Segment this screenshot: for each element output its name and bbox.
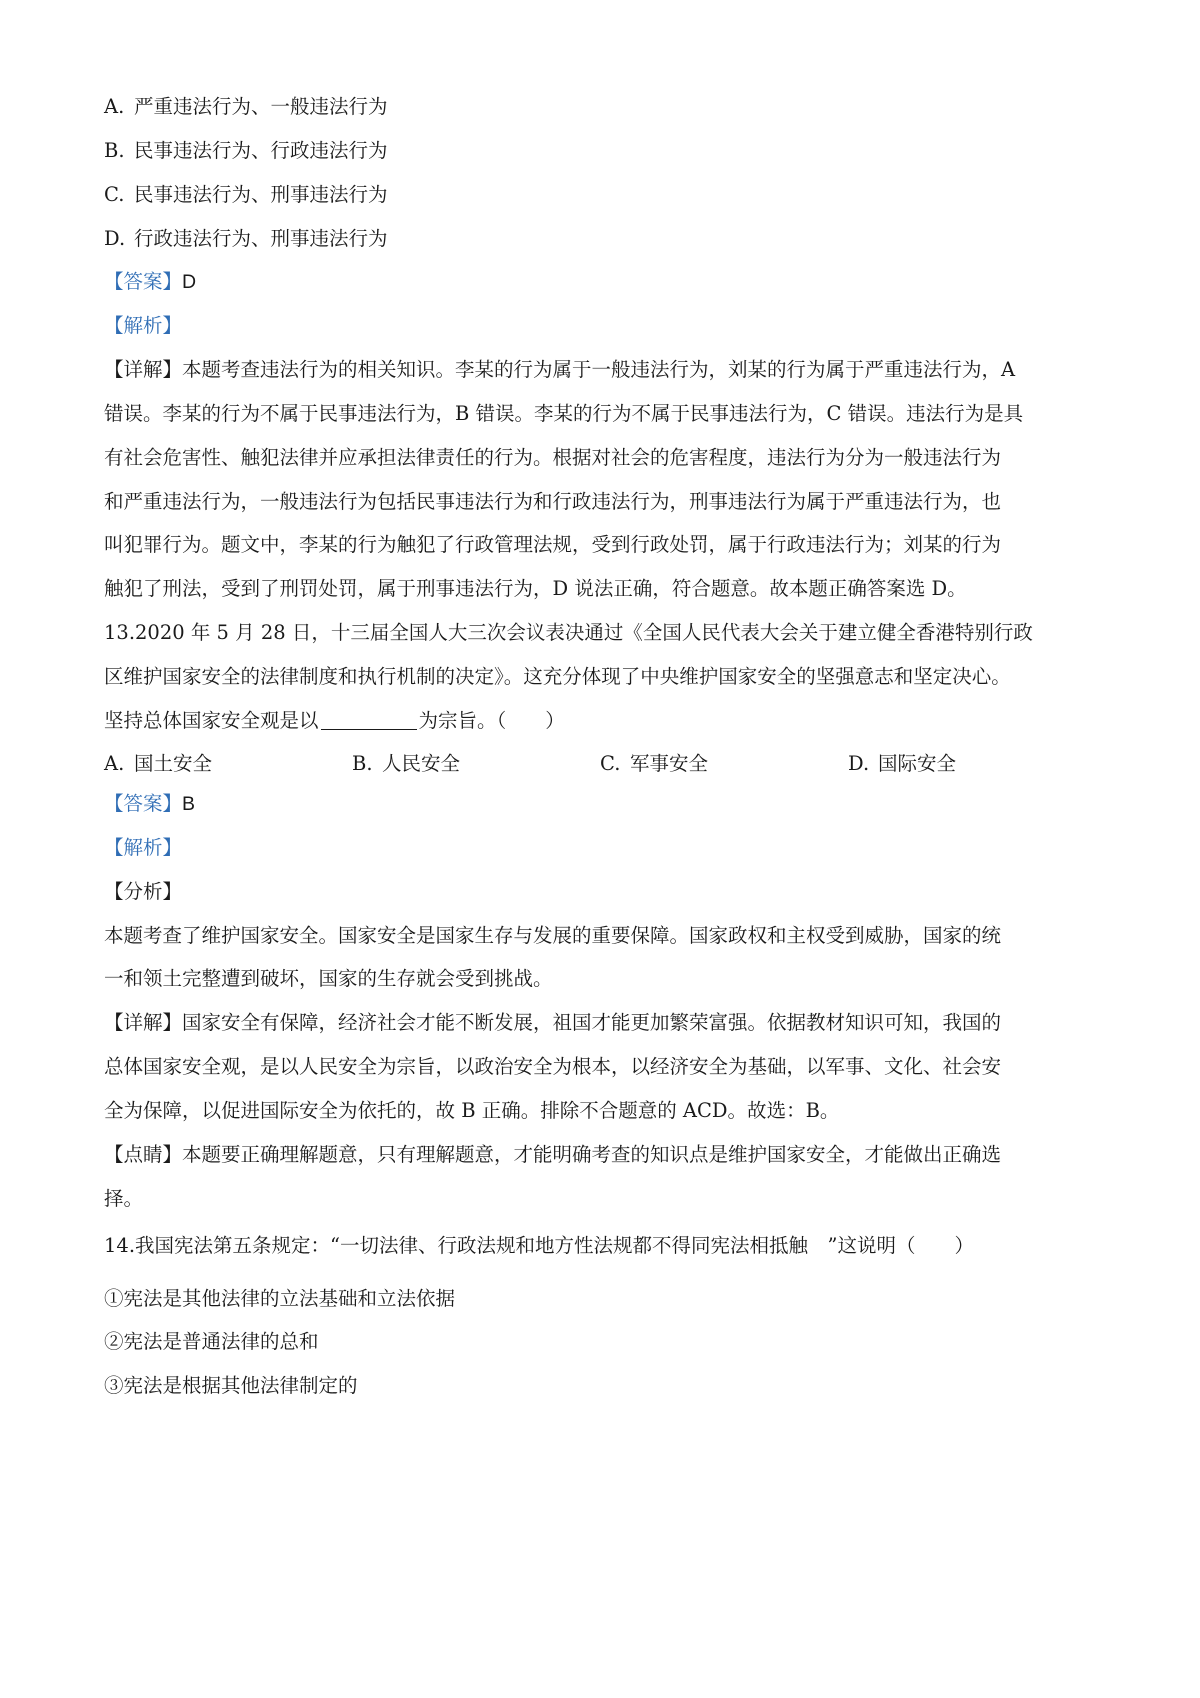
q13-stem-line: 区维护国家安全的法律制度和执行机制的决定》。这充分体现了中央维护国家安全的坚强意志和坚定决心。 <box>104 665 1011 688</box>
q14-stem: 14.我国宪法第五条规定：“一切法律、行政法规和地方性法规都不得同宪法相抵触 ”这说明（ ） <box>104 1234 974 1257</box>
q12-detail-line: 触犯了刑法，受到了刑罚处罚，属于刑事违法行为，D 说法正确，符合题意。故本题正确答案选 D。 <box>104 577 967 600</box>
q12-detail-line: 错误。李某的行为不属于民事违法行为，B 错误。李某的行为不属于民事违法行为，C 错误。违法行为是具 <box>104 402 1024 425</box>
q13-stem-line: 坚持总体国家安全观是以 为宗旨。（ ） <box>104 709 565 732</box>
answer-value: D <box>182 271 197 293</box>
q13-option-a: A. 国土安全 <box>104 752 213 775</box>
q12-detail-line: 【详解】本题考查违法行为的相关知识。李某的行为属于一般违法行为，刘某的行为属于严重违法行为，A <box>104 358 1016 381</box>
q13-stem-line: 13.2020 年 5 月 28 日，十三届全国人大三次会议表决通过《全国人民代表大会关于建立健全香港特别行政 <box>104 621 1033 644</box>
q12-option-b: B. 民事违法行为、行政违法行为 <box>104 139 388 162</box>
q13-dianjing-line: 【点睛】本题要正确理解题意，只有理解题意，才能明确考查的知识点是维护国家安全，才能做出正确选 <box>104 1143 1002 1166</box>
q12-detail-line: 和严重违法行为，一般违法行为包括民事违法行为和行政违法行为，刑事违法行为属于严重违法行为，也 <box>104 490 1002 513</box>
q12-answer <box>104 268 1104 296</box>
q14-item: ③宪法是根据其他法律制定的 <box>104 1374 358 1397</box>
answer-value: B <box>182 793 196 815</box>
answer-tag: 【答案】 <box>104 270 183 293</box>
q13-answer <box>104 790 1104 818</box>
q12-detail-line: 叫犯罪行为。题文中，李某的行为触犯了行政管理法规，受到行政处罚，属于行政违法行为；刘某的行为 <box>104 533 1002 556</box>
q13-detail-line: 总体国家安全观，是以人民安全为宗旨，以政治安全为根本，以经济安全为基础，以军事、文化、社会安 <box>104 1055 1002 1078</box>
q13-detail-line: 全为保障，以促进国际安全为依托的，故 B 正确。排除不合题意的 ACD。故选：B。 <box>104 1099 840 1122</box>
q13-fenxi-line: 一和领土完整遭到破坏，国家的生存就会受到挑战。 <box>104 967 553 990</box>
q13-fenxi-line: 本题考查了维护国家安全。国家安全是国家生存与发展的重要保障。国家政权和主权受到威胁，国家的统 <box>104 924 1002 947</box>
q13-dianjing-line: 择。 <box>104 1187 144 1210</box>
q14-item: ②宪法是普通法律的总和 <box>104 1330 319 1353</box>
q13-analysis-tag: 【解析】 <box>104 836 183 859</box>
q13-detail-line: 【详解】国家安全有保障，经济社会才能不断发展，祖国才能更加繁荣富强。依据教材知识可知，我国的 <box>104 1011 1002 1034</box>
answer-tag: 【答案】 <box>104 792 183 815</box>
q12-option-c: C. 民事违法行为、刑事违法行为 <box>104 183 388 206</box>
q13-option-c: C. 军事安全 <box>600 752 709 775</box>
q13-fenxi-tag: 【分析】 <box>104 880 183 903</box>
q14-item: ①宪法是其他法律的立法基础和立法依据 <box>104 1287 456 1310</box>
q13-options <box>104 750 1104 778</box>
q13-option-b: B. 人民安全 <box>352 752 461 775</box>
fill-blank <box>321 709 417 730</box>
q13-option-d: D. 国际安全 <box>848 752 957 775</box>
q12-detail-line: 有社会危害性、触犯法律并应承担法律责任的行为。根据对社会的危害程度，违法行为分为一般违法行为 <box>104 446 1002 469</box>
q12-analysis-tag: 【解析】 <box>104 314 183 337</box>
q12-option-a: A. 严重违法行为、一般违法行为 <box>104 95 388 118</box>
q12-option-d: D. 行政违法行为、刑事违法行为 <box>104 227 388 250</box>
